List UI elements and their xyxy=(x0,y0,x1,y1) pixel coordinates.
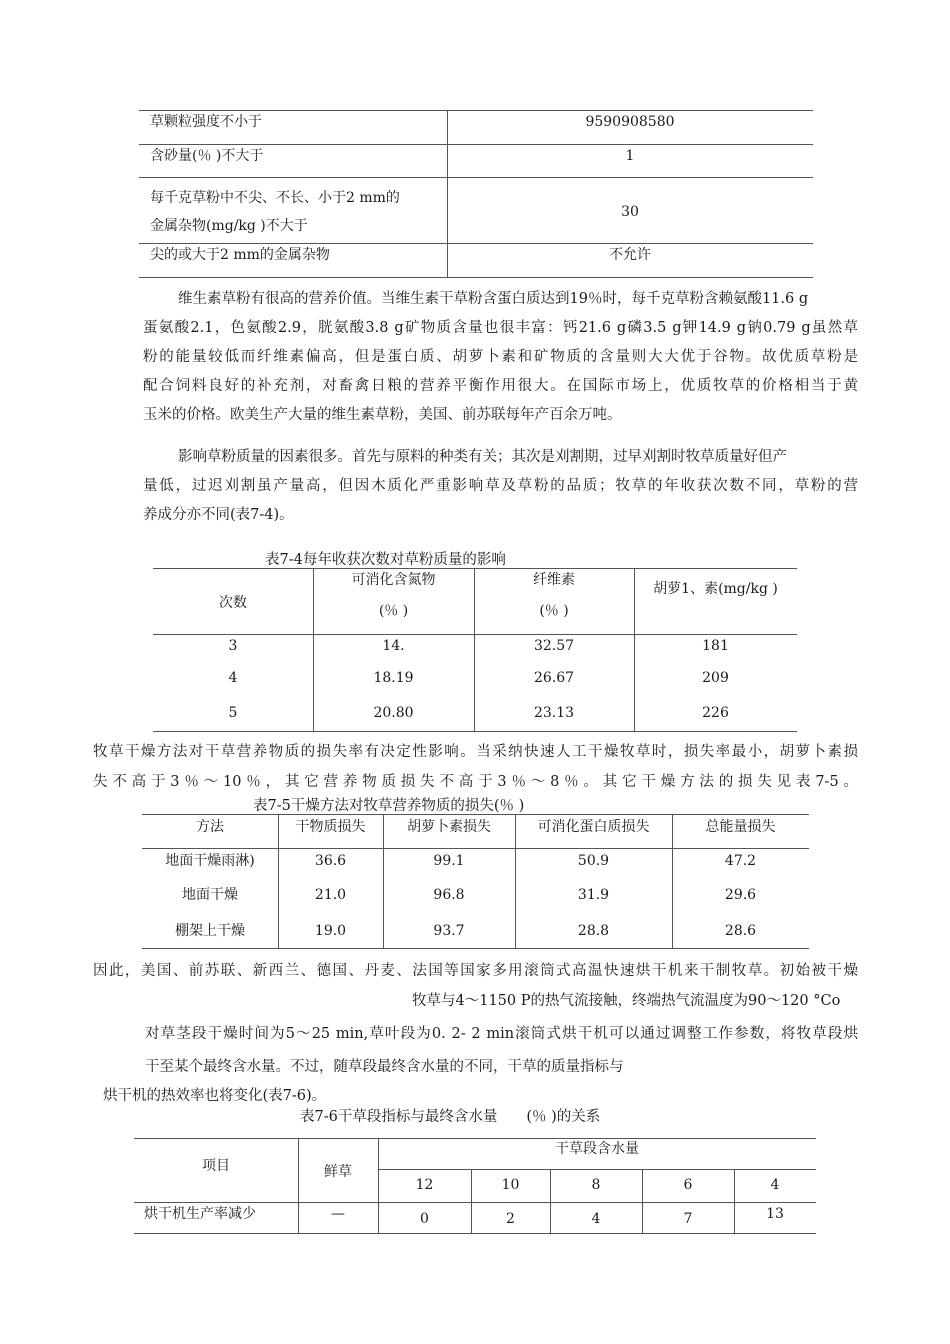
table-cell: 47.2 xyxy=(724,853,757,869)
table-top-label: 金属杂物(mg/kg )不大于 xyxy=(150,218,308,234)
table-cell: — xyxy=(331,1206,345,1222)
table-cell: 28.6 xyxy=(724,923,757,939)
table-cell: 5 xyxy=(228,705,238,721)
column-header-unit: (％ ) xyxy=(378,603,409,619)
table-cell: 19.0 xyxy=(314,923,347,939)
table-cell: 23.13 xyxy=(533,705,575,721)
text-line: 维生素草粉有很高的营养价值。当维生素干草粉含蛋白质达到19％时，每千克草粉含赖氨酸11.6 g xyxy=(178,291,809,307)
table-cell: 28.8 xyxy=(577,923,610,939)
row-label: 烘干机生产率减少 xyxy=(144,1206,256,1222)
table-cell: 96.8 xyxy=(433,887,465,903)
table-cell: 26.67 xyxy=(533,670,575,686)
column-header: 干物质损失 xyxy=(295,819,366,835)
table-cell: 209 xyxy=(702,670,729,686)
table-cell: 181 xyxy=(702,638,729,654)
text-line: 玉米的价格。欧美生产大量的维生素草粉，美国、前苏联每年产百余万吨。 xyxy=(143,407,622,423)
table-cell: 3 xyxy=(228,638,238,654)
table-cell: 18.19 xyxy=(373,670,414,686)
table-top-value: 不允许 xyxy=(609,247,651,263)
table-top-value: 9590908580 xyxy=(585,114,675,130)
column-header: 可消化蛋白质损失 xyxy=(537,819,650,835)
table-cell: 地面干燥 xyxy=(182,887,238,903)
table-cell: 226 xyxy=(702,705,729,721)
table-cell: 36.6 xyxy=(314,853,347,869)
table-cell: 20.80 xyxy=(373,705,414,721)
table-top-label: 尖的或大于2 mm的金属杂物 xyxy=(150,247,330,263)
table-cell: 棚架上干燥 xyxy=(175,923,245,939)
column-header: 可消化含氮物 xyxy=(351,572,436,588)
table-cell: 7 xyxy=(683,1211,693,1227)
table-top-label: 含砂量(％ )不大于 xyxy=(150,148,264,164)
text-line: 影响草粉质量的因素很多。首先与原料的种类有关；其次是刈割期，过早刈割时牧草质量好但产 xyxy=(178,449,787,465)
table-cell: 2 xyxy=(506,1211,515,1227)
table-cell: 4 xyxy=(591,1211,601,1227)
table-cell: 99.1 xyxy=(433,853,465,869)
table-cell: 93.7 xyxy=(433,923,465,939)
table-cell: 29.6 xyxy=(724,887,757,903)
text-line: 量低，过迟刈割虽产量高，但因木质化严重影响草及草粉的品质；牧草的年收获次数不同，草粉的营 xyxy=(143,478,858,494)
text-line: 蛋氨酸2.1，色氨酸2.9，胱氨酸3.8 g矿物质含量也很丰富：钙21.6 g磷3.5 g钾14.9 g钠0.79 g虽然草 xyxy=(143,320,858,336)
table-caption: 表7-5干燥方法对牧草营养物质的损失(％ ) xyxy=(253,798,525,814)
column-header: 次数 xyxy=(219,595,247,611)
column-header: 4 xyxy=(770,1177,780,1193)
column-header: 6 xyxy=(683,1177,693,1193)
text-line: 烘干机的热效率也将变化(表7-6)。 xyxy=(103,1088,327,1104)
table-cell: 14. xyxy=(382,638,405,654)
column-header: 胡萝卜素损失 xyxy=(407,819,491,835)
column-header-group: 干草段含水量 xyxy=(555,1141,639,1157)
text-line: 失不高于3％〜10％，其它营养物质损失不高于3％〜8％。其它干燥方法的损失见表7-5。 xyxy=(93,774,858,790)
column-header: 纤维素 xyxy=(533,572,575,588)
table-cell: 13 xyxy=(766,1206,784,1222)
table-cell: 地面干燥雨淋) xyxy=(165,853,255,869)
table-top-value: 30 xyxy=(621,204,639,220)
text-line: 配合饲料良好的补充剂，对畜禽日粮的营养平衡作用很大。在国际市场上，优质牧草的价格相当于黄 xyxy=(143,378,858,394)
text-line: 粉的能量较低而纤维素偏高，但是蛋白质、胡萝卜素和矿物质的含量则大大优于谷物。故优质草粉是 xyxy=(143,349,858,365)
column-header: 8 xyxy=(591,1177,601,1193)
text-line: 牧草与4〜1150 P的热气流接触，终端热气流温度为90〜120 °Co xyxy=(412,993,841,1009)
text-line: 因此，美国、前苏联、新西兰、德国、丹麦、法国等国家多用滚筒式高温快速烘干机来干制牧草。初始被干燥 xyxy=(93,963,858,979)
column-header: 项目 xyxy=(202,1158,230,1174)
text-line: 养成分亦不同(表7-4)。 xyxy=(143,507,294,523)
text-line: 牧草干燥方法对干草营养物质的损失率有决定性影响。当采纳快速人工干燥牧草时，损失率最小，胡萝卜素损 xyxy=(93,744,858,760)
table-cell: 31.9 xyxy=(577,887,610,903)
column-header-unit: (％ ) xyxy=(539,603,569,619)
text-line: 干至某个最终含水量。不过，随草段最终含水量的不同，干草的质量指标与 xyxy=(145,1059,624,1075)
column-header: 鲜草 xyxy=(324,1164,352,1180)
column-header: 方法 xyxy=(196,819,224,835)
table-cell: 32.57 xyxy=(533,638,575,654)
table-cell: 0 xyxy=(420,1211,429,1227)
table-top-value: 1 xyxy=(625,148,635,164)
table-cell: 4 xyxy=(228,670,238,686)
column-header: 胡萝1、素(mg/kg ) xyxy=(653,581,778,597)
column-header: 总能量损失 xyxy=(705,819,776,835)
column-header: 10 xyxy=(501,1177,520,1193)
table-top-label: 每千克草粉中不尖、不长、小于2 mm的 xyxy=(150,190,400,206)
table-top-label: 草颗粒强度不小于 xyxy=(150,114,262,130)
text-line: 对草茎段干燥时间为5〜25 min,草叶段为0. 2- 2 min滚筒式烘干机可以通过调整工作参数，将牧草段烘 xyxy=(145,1026,858,1042)
table-caption: 表7-4每年收获次数对草粉质量的影响 xyxy=(265,552,506,568)
table-cell: 50.9 xyxy=(577,853,610,869)
table-caption: 表7-6干草段指标与最终含水量 (％ )的关系 xyxy=(300,1109,601,1125)
table-cell: 21.0 xyxy=(314,887,347,903)
column-header: 12 xyxy=(415,1177,434,1193)
